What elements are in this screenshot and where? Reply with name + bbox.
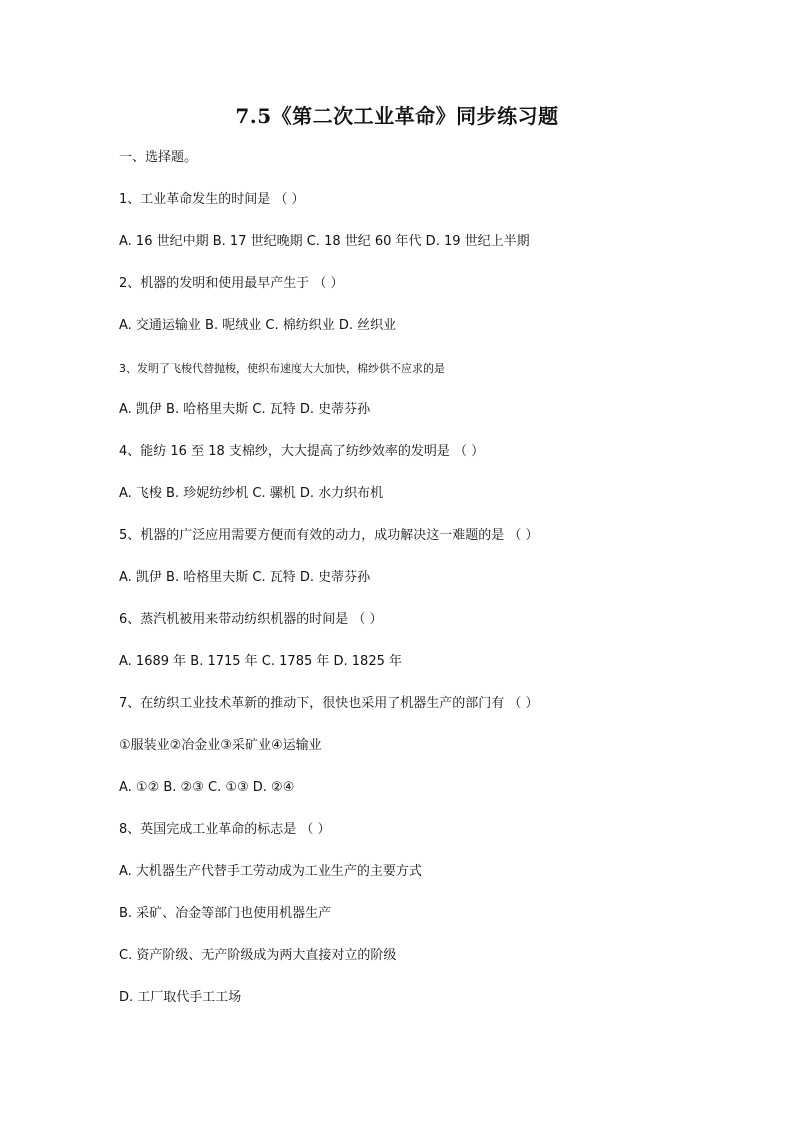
- question-4: 4、能纺 16 至 18 支棉纱，大大提高了纺纱效率的发明是 （ ）: [119, 444, 485, 459]
- question-7: 7、在纺织工业技术革新的推动下，很快也采用了机器生产的部门有 （ ）: [119, 696, 539, 711]
- question-8-option-a: A. 大机器生产代替手工劳动成为工业生产的主要方式: [119, 864, 422, 879]
- question-1: 1、工业革命发生的时间是 （ ）: [119, 192, 305, 207]
- document-title: 7.5《第二次工业革命》同步练习题: [235, 104, 559, 128]
- question-7-options: A. ①② B. ②③ C. ①③ D. ②④: [119, 780, 295, 795]
- question-2: 2、机器的发明和使用最早产生于 （ ）: [119, 276, 344, 291]
- question-7-items: ①服装业②冶金业③采矿业④运输业: [119, 738, 322, 753]
- question-5-options: A. 凯伊 B. 哈格里夫斯 C. 瓦特 D. 史蒂芬孙: [119, 570, 371, 585]
- question-6: 6、蒸汽机被用来带动纺织机器的时间是 （ ）: [119, 612, 383, 627]
- question-1-options: A. 16 世纪中期 B. 17 世纪晚期 C. 18 世纪 60 年代 D. 19 世纪上半期: [119, 234, 530, 249]
- section-heading: 一、选择题。: [119, 150, 198, 165]
- question-4-options: A. 飞梭 B. 珍妮纺纱机 C. 骡机 D. 水力织布机: [119, 486, 384, 501]
- question-2-options: A. 交通运输业 B. 呢绒业 C. 棉纺织业 D. 丝织业: [119, 318, 397, 333]
- question-8-option-d: D. 工厂取代手工工场: [119, 990, 242, 1005]
- question-8-option-c: C. 资产阶级、无产阶级成为两大直接对立的阶级: [119, 948, 397, 963]
- question-8-option-b: B. 采矿、冶金等部门也使用机器生产: [119, 906, 332, 921]
- question-3-options: A. 凯伊 B. 哈格里夫斯 C. 瓦特 D. 史蒂芬孙: [119, 402, 371, 417]
- question-8: 8、英国完成工业革命的标志是 （ ）: [119, 822, 331, 837]
- question-3: 3、发明了飞梭代替抛梭，使织布速度大大加快，棉纱供不应求的是: [119, 362, 445, 375]
- question-5: 5、机器的广泛应用需要方便而有效的动力，成功解决这一难题的是 （ ）: [119, 528, 539, 543]
- question-6-options: A. 1689 年 B. 1715 年 C. 1785 年 D. 1825 年: [119, 654, 402, 669]
